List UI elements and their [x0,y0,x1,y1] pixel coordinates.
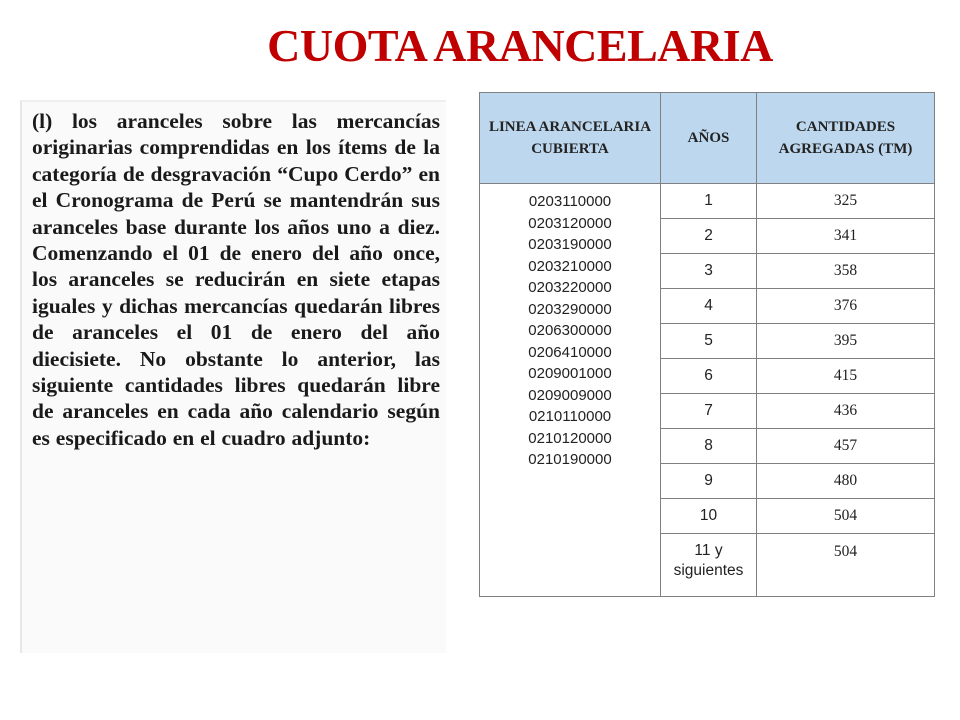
tariff-line-code: 0210190000 [528,451,612,468]
quantity-cell: 480 [757,464,935,499]
year-cell: 2 [661,219,757,254]
table-header-row [480,93,935,184]
tariff-line-code: 0206410000 [528,343,612,361]
year-cell: 7 [661,394,757,429]
header-tariff-line: LINEA ARANCELARIA CUBIERTA [480,93,661,184]
quantity-cell: 395 [757,324,935,359]
tariff-line-code: 0210120000 [528,429,612,447]
quantity-cell: 415 [757,359,935,394]
tariff-line-code: 0210110000 [528,408,612,425]
table-row [480,184,935,219]
tariff-line-code: 0209009000 [528,386,612,404]
year-cell: 4 [661,289,757,324]
tariff-line-code: 0203120000 [528,214,612,232]
year-cell: 9 [661,464,757,499]
year-cell: 1 [661,184,757,219]
header-quantities: CANTIDADES AGREGADAS (TM) [757,93,935,184]
table-body [480,184,935,597]
slide-title: CUOTA ARANCELARIA [267,20,773,71]
year-cell: 10 [661,499,757,534]
quantity-cell: 325 [757,184,935,219]
quantity-cell: 504 [757,499,935,534]
tariff-line-code: 0203110000 [528,193,612,210]
quantity-cell: 436 [757,394,935,429]
quantity-cell: 504 [757,534,935,597]
tariff-lines-cell [480,184,661,597]
quota-table [479,92,935,597]
header-years: AÑOS [661,93,757,184]
tariff-line-code: 0209001000 [528,365,612,382]
quantity-cell: 376 [757,289,935,324]
body-paragraph: (l) los aranceles sobre las mercancías originarias comprendidas en los ítems de la categoría de desgravación “Cupo Cerdo” en el Cronograma de Perú se mantendrán sus aranceles base durante los años uno a diez. Comenzando el 01 de enero del año once, los aranceles se reducirán en siete etapas iguales y dichas mercancías quedarán libres de aranceles el 01 de enero del año diecisiete. No obstante lo anterior, las siguiente cantidades libres quedarán libre de aranceles en cada año calendario según es especificado en el cuadro adjunto: [32,109,440,450]
tariff-line-code: 0203290000 [528,300,612,318]
tariff-line-code: 0203190000 [528,236,612,253]
year-cell: 5 [661,324,757,359]
year-cell: 3 [661,254,757,289]
year-cell: 6 [661,359,757,394]
year-cell: 8 [661,429,757,464]
year-cell: 11 y siguientes [661,534,757,597]
tariff-line-code: 0203220000 [528,279,612,296]
quantity-cell: 358 [757,254,935,289]
tariff-line-code: 0206300000 [528,322,612,339]
tariff-line-code: 0203210000 [528,257,612,275]
quantity-cell: 457 [757,429,935,464]
quantity-cell: 341 [757,219,935,254]
